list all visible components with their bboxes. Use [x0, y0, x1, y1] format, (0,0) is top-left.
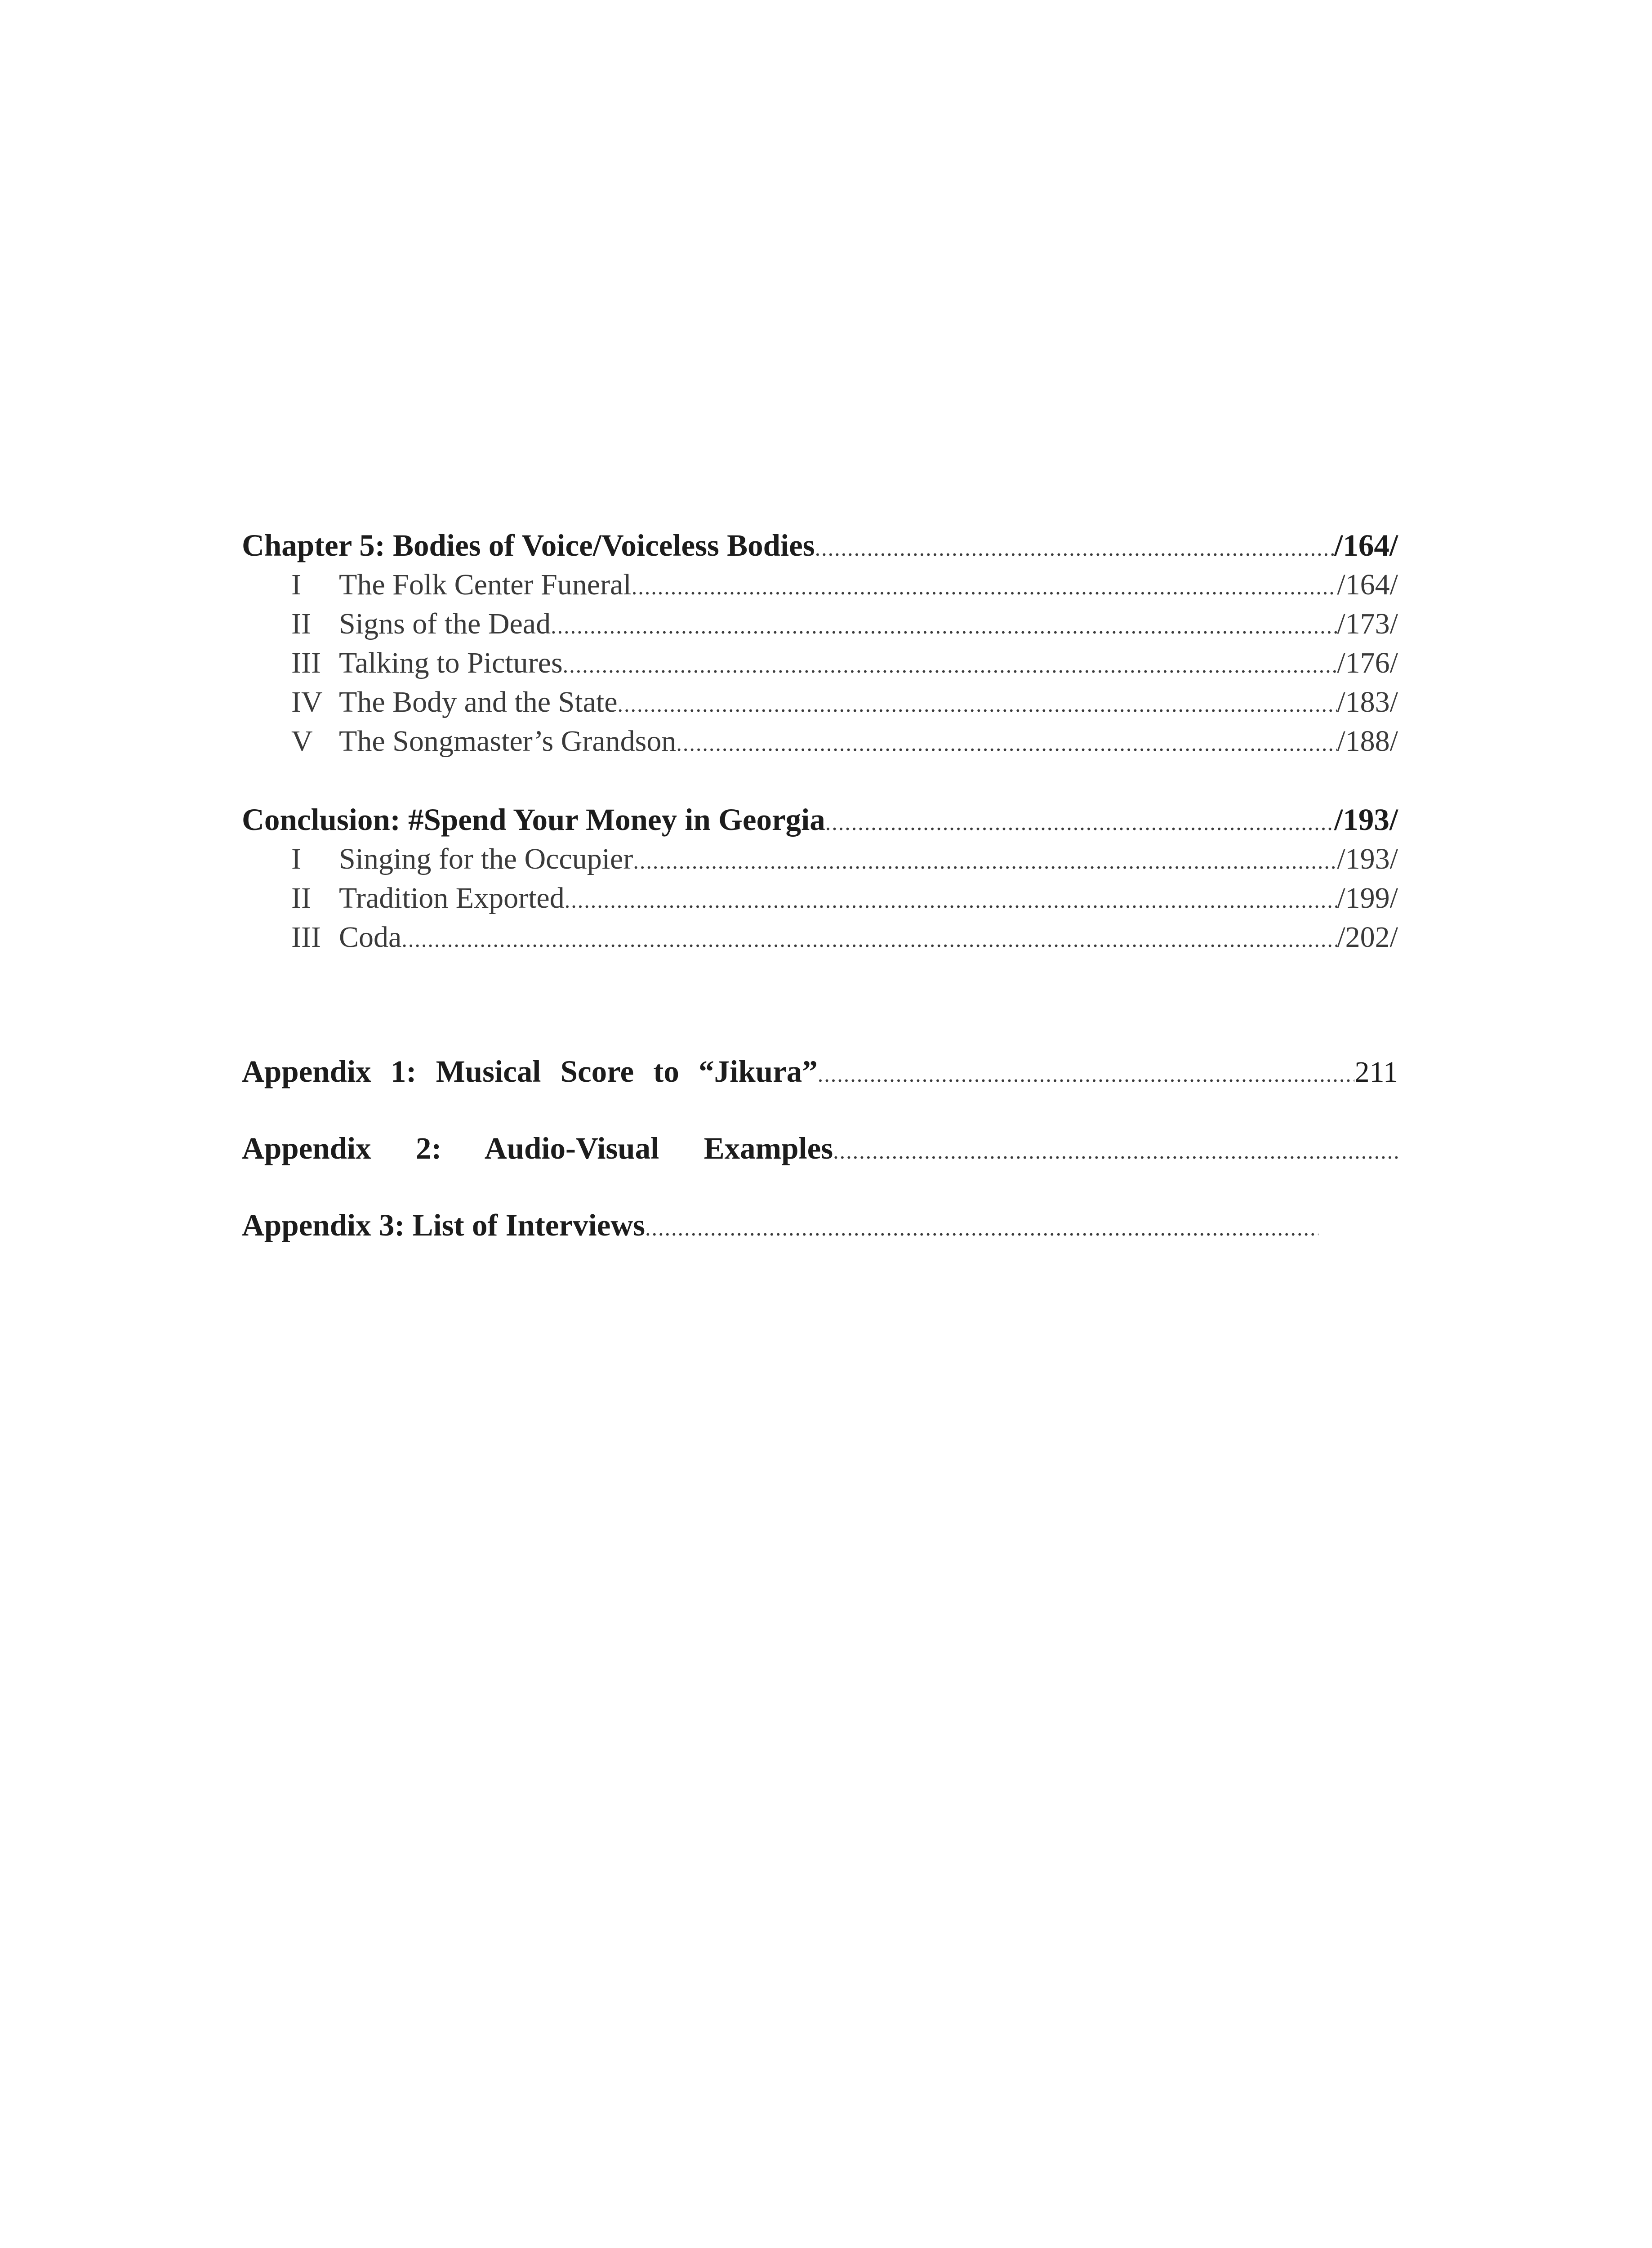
dot-leader	[645, 1209, 1318, 1248]
section-title: Coda	[339, 921, 402, 954]
toc-subentry[interactable]	[242, 722, 1398, 761]
section-numeral: II	[291, 882, 311, 914]
section-numeral: II	[291, 607, 311, 640]
chapter-5-heading: Chapter 5: Bodies of Voice/Voiceless Bodies	[242, 528, 815, 562]
section-spacer	[242, 761, 1398, 800]
dot-leader	[632, 567, 1337, 607]
chapter-5-page: /164/	[1334, 528, 1398, 562]
toc-subentry[interactable]	[242, 565, 1398, 604]
section-title: Tradition Exported	[339, 882, 565, 914]
toc-subentry[interactable]	[242, 604, 1398, 643]
section-page: /176/	[1337, 647, 1398, 679]
section-page: /164/	[1337, 568, 1398, 601]
dot-leader	[565, 881, 1337, 920]
dot-leader	[618, 685, 1337, 724]
section-title: Talking to Pictures	[339, 647, 563, 679]
toc-subentry[interactable]	[242, 839, 1398, 879]
dot-leader	[676, 724, 1337, 763]
appendix-1-entry[interactable]	[242, 1052, 1398, 1091]
section-title: The Folk Center Funeral	[339, 568, 632, 601]
appendix-2-entry[interactable]	[242, 1129, 1398, 1168]
dot-leader	[818, 1055, 1355, 1094]
appendix-spacer	[242, 1168, 1398, 1206]
section-title: Singing for the Occupier	[339, 843, 633, 875]
section-page: /183/	[1337, 686, 1398, 718]
toc-subentry[interactable]	[242, 879, 1398, 918]
toc-subentry[interactable]	[242, 643, 1398, 682]
section-numeral: IV	[291, 686, 323, 718]
section-title: The Songmaster’s Grandson	[339, 725, 677, 758]
dot-leader	[551, 607, 1337, 646]
section-page: /188/	[1337, 725, 1398, 758]
appendix-title: Appendix 1: Musical Score to “Jikura”	[242, 1054, 818, 1088]
dot-leader	[825, 803, 1334, 842]
appendix-spacer	[242, 957, 1398, 1052]
section-numeral: I	[291, 568, 301, 601]
section-page: /173/	[1337, 607, 1398, 640]
appendix-3-entry[interactable]	[242, 1206, 1318, 1245]
appendix-title: Appendix 2: Audio-Visual Examples	[242, 1131, 833, 1165]
conclusion-page: /193/	[1334, 803, 1398, 837]
chapter-5-entry[interactable]	[242, 526, 1398, 565]
appendix-spacer	[242, 1091, 1398, 1129]
section-numeral: III	[291, 921, 321, 954]
section-title: The Body and the State	[339, 686, 618, 718]
section-page: /193/	[1337, 843, 1398, 875]
section-page: /202/	[1337, 921, 1398, 954]
dot-leader	[815, 529, 1335, 568]
dot-leader	[833, 1132, 1398, 1171]
appendix-title: Appendix 3: List of Interviews	[242, 1208, 646, 1242]
dot-leader	[633, 842, 1337, 881]
appendix-page: 211	[1354, 1056, 1398, 1088]
dot-leader	[563, 646, 1337, 685]
section-page: /199/	[1337, 882, 1398, 914]
conclusion-heading: Conclusion: #Spend Your Money in Georgia	[242, 803, 825, 837]
toc-subentry[interactable]	[242, 682, 1398, 722]
dot-leader	[401, 920, 1337, 959]
toc-subentry[interactable]	[242, 918, 1398, 957]
section-title: Signs of the Dead	[339, 607, 551, 640]
conclusion-entry[interactable]	[242, 800, 1398, 839]
section-numeral: V	[291, 725, 313, 758]
section-numeral: I	[291, 843, 301, 875]
section-numeral: III	[291, 647, 321, 679]
table-of-contents	[242, 526, 1398, 1245]
